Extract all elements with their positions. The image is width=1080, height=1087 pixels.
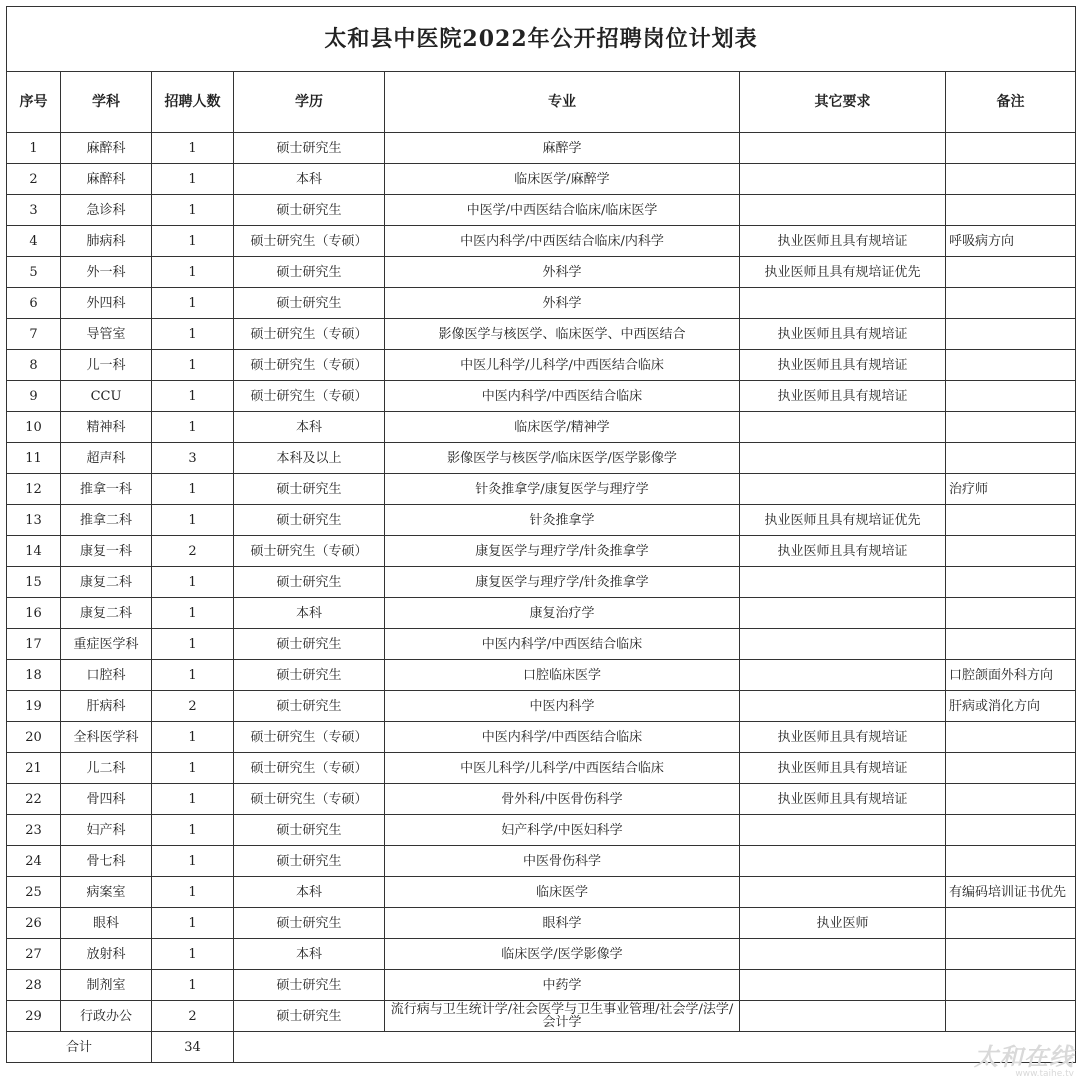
row-edu: 硕士研究生（专硕） [234,226,385,257]
row-number: 14 [7,536,61,567]
row-note [946,412,1076,443]
row-number: 29 [7,1001,61,1032]
row-major: 骨外科/中医骨伤科学 [385,784,740,815]
row-req: 执业医师且具有规培证 [740,753,946,784]
table-row [7,722,1076,753]
table-row [7,133,1076,164]
row-dept: 肺病科 [61,226,152,257]
row-req: 执业医师且具有规培证 [740,350,946,381]
recruitment-plan-table [6,6,1076,1063]
row-number: 5 [7,257,61,288]
row-major: 麻醉学 [385,133,740,164]
row-major: 临床医学/医学影像学 [385,939,740,970]
row-number: 4 [7,226,61,257]
row-number: 1 [7,133,61,164]
row-edu: 硕士研究生 [234,660,385,691]
row-edu: 硕士研究生（专硕） [234,350,385,381]
row-note [946,753,1076,784]
row-req: 执业医师且具有规培证 [740,381,946,412]
row-dept: 超声科 [61,443,152,474]
row-req [740,970,946,1001]
row-dept: 妇产科 [61,815,152,846]
row-major: 流行病与卫生统计学/社会医学与卫生事业管理/社会学/法学/会计学 [385,1001,740,1032]
total-row [7,1032,1076,1063]
row-number: 22 [7,784,61,815]
table-row [7,226,1076,257]
row-req [740,691,946,722]
row-edu: 本科 [234,939,385,970]
row-note [946,133,1076,164]
row-count: 1 [152,908,234,939]
row-req [740,474,946,505]
row-dept: 口腔科 [61,660,152,691]
row-major: 针灸推拿学/康复医学与理疗学 [385,474,740,505]
row-req: 执业医师 [740,908,946,939]
table-row [7,598,1076,629]
row-major: 中医骨伤科学 [385,846,740,877]
row-dept: CCU [61,381,152,412]
row-major: 影像医学与核医学、临床医学、中西医结合 [385,319,740,350]
row-major: 康复医学与理疗学/针灸推拿学 [385,536,740,567]
row-count: 1 [152,846,234,877]
row-count: 1 [152,877,234,908]
row-edu: 本科 [234,877,385,908]
row-dept: 急诊科 [61,195,152,226]
table-body [7,133,1076,1032]
row-dept: 重症医学科 [61,629,152,660]
header-major: 专业 [385,72,740,133]
row-major: 中医学/中西医结合临床/临床医学 [385,195,740,226]
row-major: 外科学 [385,257,740,288]
row-edu: 硕士研究生 [234,815,385,846]
row-edu: 硕士研究生（专硕） [234,319,385,350]
row-dept: 制剂室 [61,970,152,1001]
row-note: 口腔颌面外科方向 [946,660,1076,691]
row-req [740,1001,946,1032]
row-note [946,381,1076,412]
row-dept: 推拿一科 [61,474,152,505]
row-note [946,722,1076,753]
row-dept: 康复二科 [61,598,152,629]
row-count: 1 [152,939,234,970]
row-req [740,443,946,474]
row-dept: 外一科 [61,257,152,288]
table-row [7,908,1076,939]
row-number: 16 [7,598,61,629]
table-row [7,288,1076,319]
row-number: 17 [7,629,61,660]
row-number: 19 [7,691,61,722]
row-major: 临床医学/精神学 [385,412,740,443]
row-dept: 儿一科 [61,350,152,381]
row-note [946,784,1076,815]
table-row [7,443,1076,474]
row-major: 中医内科学/中西医结合临床 [385,381,740,412]
row-major: 中医内科学 [385,691,740,722]
row-note [946,288,1076,319]
row-count: 1 [152,195,234,226]
row-req: 执业医师且具有规培证 [740,722,946,753]
row-req: 执业医师且具有规培证 [740,319,946,350]
total-empty-cell [234,1032,1076,1063]
row-req [740,195,946,226]
row-req [740,164,946,195]
row-req: 执业医师且具有规培证 [740,226,946,257]
row-note [946,443,1076,474]
row-req: 执业医师且具有规培证 [740,784,946,815]
row-edu: 硕士研究生（专硕） [234,753,385,784]
row-count: 1 [152,660,234,691]
row-number: 9 [7,381,61,412]
row-count: 1 [152,381,234,412]
row-req [740,629,946,660]
table-row [7,350,1076,381]
row-count: 1 [152,226,234,257]
header-req: 其它要求 [740,72,946,133]
row-note [946,195,1076,226]
table-row [7,319,1076,350]
row-note [946,536,1076,567]
row-count: 1 [152,412,234,443]
header-edu: 学历 [234,72,385,133]
row-req [740,660,946,691]
watermark-logo-text: 太和在线 [974,1043,1074,1071]
row-note [946,939,1076,970]
row-major: 康复医学与理疗学/针灸推拿学 [385,567,740,598]
row-dept: 儿二科 [61,753,152,784]
row-dept: 麻醉科 [61,164,152,195]
row-count: 2 [152,536,234,567]
row-count: 1 [152,505,234,536]
row-edu: 硕士研究生 [234,257,385,288]
row-edu: 硕士研究生 [234,970,385,1001]
row-count: 2 [152,1001,234,1032]
row-major: 临床医学 [385,877,740,908]
row-dept: 精神科 [61,412,152,443]
row-number: 28 [7,970,61,1001]
table-title: 太和县中医院2022年公开招聘岗位计划表 [7,7,1076,72]
row-count: 1 [152,164,234,195]
row-dept: 骨七科 [61,846,152,877]
row-number: 24 [7,846,61,877]
row-count: 1 [152,319,234,350]
row-edu: 硕士研究生（专硕） [234,536,385,567]
row-major: 中医内科学/中西医结合临床 [385,629,740,660]
row-count: 1 [152,815,234,846]
row-major: 针灸推拿学 [385,505,740,536]
row-note [946,629,1076,660]
row-dept: 全科医学科 [61,722,152,753]
row-count: 1 [152,474,234,505]
table-row [7,164,1076,195]
row-note [946,257,1076,288]
header-no: 序号 [7,72,61,133]
row-major: 康复治疗学 [385,598,740,629]
row-req [740,815,946,846]
row-dept: 康复二科 [61,567,152,598]
row-dept: 放射科 [61,939,152,970]
table-row [7,567,1076,598]
row-note: 有编码培训证书优先 [946,877,1076,908]
header-note: 备注 [946,72,1076,133]
row-req [740,133,946,164]
row-req [740,939,946,970]
row-dept: 导管室 [61,319,152,350]
row-number: 21 [7,753,61,784]
header-row [7,72,1076,133]
row-note: 呼吸病方向 [946,226,1076,257]
row-number: 3 [7,195,61,226]
row-edu: 本科 [234,412,385,443]
row-note [946,1001,1076,1032]
row-count: 1 [152,288,234,319]
row-major: 影像医学与核医学/临床医学/医学影像学 [385,443,740,474]
row-major: 中医儿科学/儿科学/中西医结合临床 [385,350,740,381]
row-count: 1 [152,970,234,1001]
table-row [7,939,1076,970]
row-note [946,846,1076,877]
row-edu: 硕士研究生 [234,846,385,877]
row-major: 临床医学/麻醉学 [385,164,740,195]
row-edu: 硕士研究生（专硕） [234,722,385,753]
row-edu: 硕士研究生（专硕） [234,784,385,815]
row-major: 中医儿科学/儿科学/中西医结合临床 [385,753,740,784]
row-count: 2 [152,691,234,722]
row-note [946,164,1076,195]
row-req [740,846,946,877]
row-req [740,598,946,629]
row-dept: 外四科 [61,288,152,319]
row-req: 执业医师且具有规培证优先 [740,257,946,288]
row-dept: 康复一科 [61,536,152,567]
row-dept: 肝病科 [61,691,152,722]
row-number: 15 [7,567,61,598]
table-row [7,877,1076,908]
table-row [7,660,1076,691]
row-edu: 硕士研究生 [234,691,385,722]
row-major: 口腔临床医学 [385,660,740,691]
table-row [7,474,1076,505]
row-number: 18 [7,660,61,691]
row-edu: 硕士研究生 [234,567,385,598]
row-edu: 本科及以上 [234,443,385,474]
row-edu: 硕士研究生 [234,908,385,939]
header-dept: 学科 [61,72,152,133]
row-req [740,567,946,598]
row-number: 25 [7,877,61,908]
table-row [7,815,1076,846]
table-row [7,412,1076,443]
total-count: 34 [152,1032,234,1063]
row-edu: 硕士研究生 [234,288,385,319]
row-number: 13 [7,505,61,536]
row-number: 23 [7,815,61,846]
row-major: 中药学 [385,970,740,1001]
row-note [946,815,1076,846]
title-row [7,7,1076,72]
row-req [740,877,946,908]
table-row [7,195,1076,226]
row-edu: 硕士研究生 [234,629,385,660]
table-row [7,691,1076,722]
row-count: 1 [152,598,234,629]
row-edu: 本科 [234,598,385,629]
row-edu: 硕士研究生（专硕） [234,381,385,412]
watermark-url: www.taihe.tv [1015,1069,1074,1079]
row-dept: 推拿二科 [61,505,152,536]
row-count: 1 [152,629,234,660]
row-number: 10 [7,412,61,443]
row-major: 中医内科学/中西医结合临床/内科学 [385,226,740,257]
row-edu: 硕士研究生 [234,474,385,505]
row-number: 26 [7,908,61,939]
row-dept: 骨四科 [61,784,152,815]
row-edu: 硕士研究生 [234,505,385,536]
table-row [7,753,1076,784]
row-req [740,288,946,319]
row-number: 12 [7,474,61,505]
row-number: 20 [7,722,61,753]
row-dept: 眼科 [61,908,152,939]
row-major: 中医内科学/中西医结合临床 [385,722,740,753]
row-dept: 病案室 [61,877,152,908]
row-note [946,350,1076,381]
row-count: 1 [152,753,234,784]
table-row [7,784,1076,815]
row-count: 1 [152,133,234,164]
table-row [7,1001,1076,1032]
row-number: 11 [7,443,61,474]
row-edu: 硕士研究生 [234,195,385,226]
row-note [946,970,1076,1001]
row-req: 执业医师且具有规培证 [740,536,946,567]
table-row [7,257,1076,288]
row-note [946,319,1076,350]
row-note: 治疗师 [946,474,1076,505]
row-edu: 本科 [234,164,385,195]
row-note [946,567,1076,598]
row-count: 3 [152,443,234,474]
table-row [7,536,1076,567]
row-note: 肝病或消化方向 [946,691,1076,722]
row-major: 妇产科学/中医妇科学 [385,815,740,846]
row-count: 1 [152,567,234,598]
row-major: 外科学 [385,288,740,319]
row-req [740,412,946,443]
table-row [7,846,1076,877]
table-row [7,505,1076,536]
row-note [946,598,1076,629]
row-req: 执业医师且具有规培证优先 [740,505,946,536]
table-row [7,381,1076,412]
row-edu: 硕士研究生 [234,133,385,164]
row-count: 1 [152,722,234,753]
row-dept: 行政办公 [61,1001,152,1032]
row-number: 27 [7,939,61,970]
total-label: 合计 [7,1032,152,1063]
row-edu: 硕士研究生 [234,1001,385,1032]
row-note [946,505,1076,536]
row-number: 6 [7,288,61,319]
row-dept: 麻醉科 [61,133,152,164]
row-number: 2 [7,164,61,195]
row-count: 1 [152,784,234,815]
table-row [7,970,1076,1001]
row-major: 眼科学 [385,908,740,939]
row-count: 1 [152,257,234,288]
table-row [7,629,1076,660]
row-note [946,908,1076,939]
row-number: 7 [7,319,61,350]
row-number: 8 [7,350,61,381]
header-count: 招聘人数 [152,72,234,133]
row-count: 1 [152,350,234,381]
